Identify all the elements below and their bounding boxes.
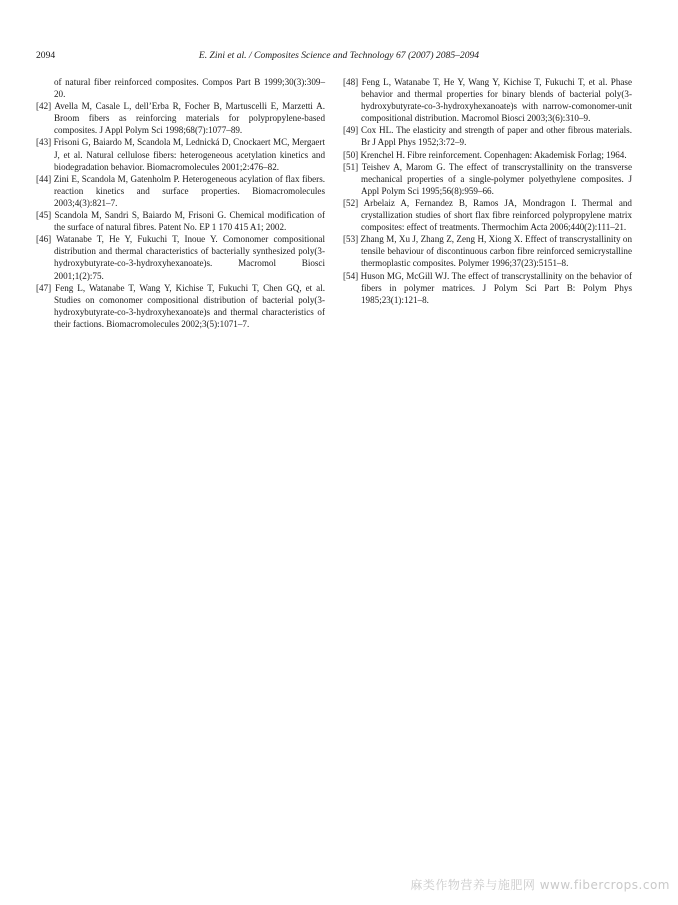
reference-item (343, 124, 632, 148)
reference-text: Teishev A, Marom G. The effect of transcrystallinity on the transverse mechanical properties of a single-polymer polyethylene composites. J Appl Polym Sci 1995;56(8):959–66. (361, 161, 632, 196)
reference-item (343, 76, 632, 124)
reference-text: Zhang M, Xu J, Zhang Z, Zeng H, Xiong X. Effect of transcrystallinity on tensile behaviour of discontinuous carbon fibre reinforced semicrystalline thermoplastic composites. Polymer 1996;37(23):5151–8. (360, 234, 632, 269)
reference-number: [49] (343, 125, 359, 136)
reference-number: [54] (343, 270, 359, 281)
reference-item (343, 233, 632, 269)
reference-text: Avella M, Casale L, dell’Erba R, Focher B, Martuscelli E, Marzetti A. Broom fibers as reinforcing materials for polypropylene-based composites. J Appl Polym Sci 1998;68(7):1077–89. (54, 101, 325, 136)
reference-number: [43] (36, 137, 52, 148)
reference-number: [45] (36, 210, 52, 221)
reference-item (36, 282, 325, 330)
reference-item (36, 136, 325, 172)
watermark: 麻类作物营养与施肥网 www.fibercrops.com (410, 878, 670, 892)
reference-number: [44] (36, 173, 52, 184)
reference-text: Huson MG, McGill WJ. The effect of transcrystallinity on the behavior of fibers in polymer matrices. J Polym Sci Part B: Polym Phys 1985;23(1):121–8. (360, 270, 633, 305)
reference-number: [42] (36, 101, 52, 112)
reference-item (36, 100, 325, 136)
reference-number: [48] (343, 77, 359, 87)
reference-number: [47] (36, 282, 52, 293)
reference-text: Krenchel H. Fibre reinforcement. Copenhagen: Akademisk Forlag; 1964. (360, 149, 627, 160)
page-number: 2094 (36, 50, 56, 61)
reference-number: [50] (343, 149, 359, 160)
reference-text: Feng L, Watanabe T, He Y, Wang Y, Kichise T, Fukuchi T, et al. Phase behavior and thermal properties for binary blends of bacterial poly(3-hydroxybutyrate-co-3-hydroxyhexanoate)s with narrow-comonomer-unit compositional distribution. Macromol Biosci 2003;3(6):310–9. (361, 77, 632, 124)
reference-column-left (36, 76, 325, 330)
reference-column-right (343, 76, 632, 306)
reference-text: Feng L, Watanabe T, Wang Y, Kichise T, Fukuchi T, Chen GQ, et al. Studies on comonomer compositional distribution of bacterial poly(3-hydroxybutyrate-co-3-hydroxyhexanoate)s and thermal characteristics of their factions. Biomacromolecules 2002;3(5):1071–7. (54, 282, 325, 329)
reference-item (343, 270, 632, 306)
reference-item (343, 149, 632, 161)
reference-text: Scandola M, Sandri S, Baiardo M, Frisoni G. Chemical modification of the surface of natural fibres. Patent No. EP 1 170 415 A1; 2002. (54, 210, 325, 233)
reference-text: Arbelaiz A, Fernandez B, Ramos JA, Mondragon I. Thermal and crystallization studies of short flax fibre reinforced polypropylene matrix composites: effect of treatments. Thermochim Acta 2006;440(2):111–21. (361, 197, 632, 233)
reference-text: Zini E, Scandola M, Gatenholm P. Heterogeneous acylation of flax fibers. reaction kinetics and surface properties. Biomacromolecules 2003;4(3):821–7. (53, 173, 326, 208)
reference-item (36, 173, 325, 209)
reference-item (343, 197, 632, 233)
reference-item (343, 161, 632, 197)
page-header (36, 50, 642, 64)
reference-number: [46] (36, 234, 52, 245)
reference-number: [51] (343, 161, 359, 172)
reference-text: Cox HL. The elasticity and strength of paper and other fibrous materials. Br J Appl Phys 1952;3:72–9. (361, 125, 632, 148)
reference-number: [52] (343, 197, 359, 208)
reference-text: Watanabe T, He Y, Fukuchi T, Inoue Y. Comonomer compositional distribution and thermal characteristics of bacterially synthesized poly(3-hydroxybutyrate-co-3-hydroxyhexanoate)s. Macromol Biosci 2001;1(2):75. (54, 234, 325, 281)
running-head: E. Zini et al. / Composites Science and Technology 67 (2007) 2085–2094 (198, 50, 480, 61)
reference-number: [53] (343, 234, 359, 245)
reference-continued: of natural fiber reinforced composites. Compos Part B 1999;30(3):309–20. (54, 77, 325, 100)
reference-item (36, 209, 325, 233)
reference-text: Frisoni G, Baiardo M, Scandola M, Lednická D, Cnockaert MC, Mergaert J, et al. Natural cellulose fibers: heterogeneous acetylation kinetics and biodegradation behavior. Biomacromolecules 2001;2:476–82. (53, 137, 325, 172)
reference-item (36, 233, 325, 281)
